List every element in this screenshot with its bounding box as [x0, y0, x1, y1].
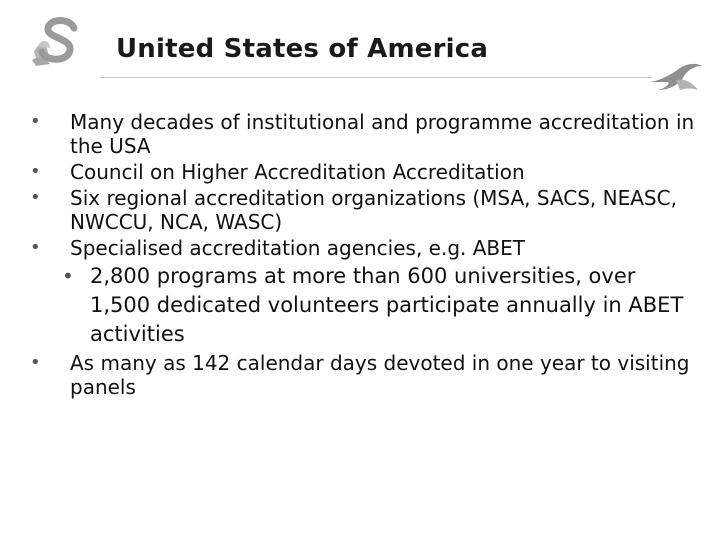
bullet-text: Many decades of institutional and programme accreditation in the USA [70, 110, 695, 158]
bullet-dot-icon: • [30, 111, 41, 132]
slide-title: United States of America [116, 34, 489, 64]
bullet-item [28, 236, 700, 349]
bullet-text: As many as 142 calendar days devoted in one year to visiting panels [70, 351, 690, 399]
header-divider [100, 77, 652, 78]
bullet-dot-icon: • [30, 237, 41, 258]
bullet-item [28, 110, 700, 158]
bullet-item [28, 351, 700, 399]
bullet-dot-icon: • [30, 352, 41, 373]
bullet-dot-icon: • [30, 161, 41, 182]
bullet-dot-icon: • [30, 187, 41, 208]
bullet-item [28, 186, 700, 234]
sub-bullet-text: 2,800 programs at more than 600 universities, over 1,500 dedicated volunteers participate annually in ABET activities [90, 264, 684, 346]
bullet-item [28, 160, 700, 184]
decorative-swoosh-icon [646, 60, 708, 96]
bullet-text: Council on Higher Accreditation Accreditation [70, 160, 525, 184]
bullet-text: Specialised accreditation agencies, e.g. ABET [70, 236, 525, 260]
sub-bullet-dot-icon: • [62, 264, 74, 288]
bullet-text: Six regional accreditation organizations (MSA, SACS, NEASC, NWCCU, NCA, WASC) [70, 186, 677, 234]
institution-logo-icon [28, 12, 86, 70]
sub-bullet-list [62, 262, 700, 349]
bullet-list [28, 110, 700, 401]
sub-bullet-item [28, 262, 700, 349]
